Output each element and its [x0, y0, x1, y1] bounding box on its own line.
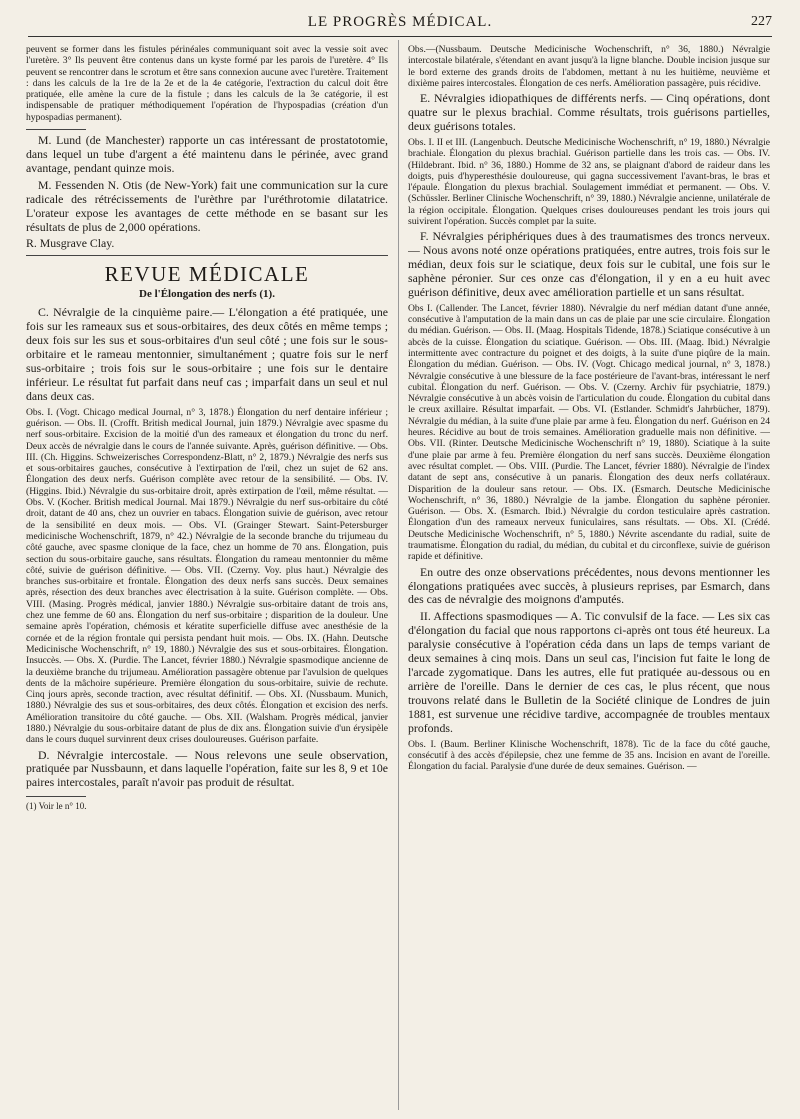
d-paragraph: D. Névralgie intercostale. — Nous relevons une seule observation, pratiquée par Nussbaunn, et dans laquelle l'opération, faite sur les 8, 9 et 10e paires intercostales, paraît n'avoir pas produit de résultat.	[26, 747, 388, 790]
page-number: 227	[751, 14, 772, 29]
section-title: REVUE MÉDICALE	[104, 262, 310, 287]
ii-observations: Obs. I. (Baum. Berliner Klinische Wochenschrift, 1878). Tic de la face du côté gauche, consécutif à des accès d'épilepsie, chez une femme de 35 ans. Incision en avant de l'oreille. Élongation du facial. Paralysie d'une durée de deux semaines. Guérison. —	[408, 738, 770, 773]
journal-title: LE PROGRÈS MÉDICAL.	[307, 14, 493, 30]
separator	[26, 129, 86, 130]
left-column	[26, 44, 388, 1094]
right-column	[408, 44, 770, 1114]
page-header	[28, 10, 772, 37]
otis-paragraph: M. Fessenden N. Otis (de New-York) fait une communication sur la cure radicale des rétrécissements de l'urèthre par l'uréthrotomie dilatatrice. L'orateur expose les avantages de cette méthode en se basant sur les résultats de plus de 2,000 opérations.	[26, 177, 388, 234]
footnote: (1) Voir le n° 10.	[26, 801, 87, 812]
esmarch-paragraph: En outre des onze observations précédentes, nous devons mentionner les élongations pratiquées avec succès, à plusieurs reprises, par Esmarch, dans des cas de névralgie des moignons d'amputés.	[408, 564, 770, 607]
e-paragraph: E. Névralgies idiopathiques de différents nerfs. — Cinq opérations, dont quatre sur le plexus brachial. Comme résultats, trois guérisons partielles, deux guérisons totales.	[408, 91, 770, 133]
section-subtitle: De l'Élongation des nerfs (1).	[139, 288, 275, 301]
footnote-rule	[26, 796, 86, 797]
e-observations: Obs. I. II et III. (Langenbuch. Deutsche Medicinische Wochenschrift, n° 19, 1880.) Névralgie brachiale. Élongation du plexus brachial. Guérison partielle dans les trois cas. — Obs. IV. (Hildebrant. Ibid. n° 36, 1880.) Homme de 32 ans, se plaignant d'abord de raideur dans les doigts, puis d'hyperesthésie douloureuse, qui gagna successivement l'avant-bras, le bras et l'épaule. Élongation du plexus brachial. Soulagement immédiat et permanent. — Obs. V. (Schüssler. Berliner Clinische Wochenschrift, n° 39, 1880.) Névralgie ancienne, unilatérale de la région occipitale. Élongation. Quelques crises douloureuses pendant les trois jours qui suivirent l'opération. Succès complet par la suite.	[408, 136, 770, 227]
column-divider	[398, 40, 399, 1110]
author-signature: R. Musgrave Clay.	[26, 236, 115, 251]
c-observations: Obs. I. (Vogt. Chicago medical Journal, n° 3, 1878.) Élongation du nerf dentaire inférieur ; guérison. — Obs. II. (Crofft. British medical Journal, juin 1879.) Névralgie avec spasme du nerf sous-orbitaire. Excision de la moitié d'un des rameaux et élongation du tronc du nerf. Deux accès de névralgie dans le cours de l'année suivante. Après, guérison définitive. — Obs. III. (Ch. Higgins. Schweizerisches Correspondenz-Blatt, n° 2, 1879.) Névralgie des nerfs sus et sous-orbitaires gauches, consécutive à l'extirpation de l'œil, chez un sujet de 62 ans. Élongation des deux nerfs. Guérison complète avec retour de la sensibilité. — Obs. IV. (Higgins. Ibid.) Névralgie du sus-orbitaire droit, après extirpation de l'œil, même résultat. — Obs. V. (Kocher. British medical Journal. Mai 1879.) Névralgie du nerf sus-orbitaire du côté droit, datant de 40 ans, chez un ouvrier en tabacs. Élongation suivie de guérison, avec retour de la sensibilité en deux mois. — Obs. VI. (Grainger Stewart. Saint-Petersburger medicinische Wochenschrift, 1879, n° 42.) Névralgie de la seconde branche du trijumeau du côté gauche, avec spasme clonique de la face, chez un homme de 70 ans. Élongation, puis section du sous-orbitaire gauche, sans résultats. Élongation du rameau mentonnier du même côté, suivie de guérison définitive. — Obs. VII. (Czerny. Voy. plus haut.) Névralgie des branches sus-orbitaire et frontale. Élongation des deux nerfs sans succès. Deux semaines après, résection des deux branches avec électrisation à la suite. Guérison complète. — Obs. VIII. (Masing. Progrès médical, janvier 1880.) Névralgie sus-orbitaire datant de trois ans, chez une femme de 60 ans. Élongation du nerf sus-orbitaire ; disparition de la douleur. Une semaine après l'opération, chémosis et kératite superficielle diffuse avec anesthésie de la cornée et de la région frontale qui persista pendant huit mois. — Obs. IX. (Hahn. Deutsche Medicinische Wochenschrift, n° 19, 1880.) Névralgie des sus et sous-orbitaires. Élongation. Insuccès. — Obs. X. (Purdie. The Lancet, février 1880.) Névralgie spasmodique ancienne de la deuxième branche du trijumeau. Amélioration passagère obtenue par l'avulsion de quelques dents de la mâchoire supérieure. Première élongation du sous-orbitaire, suivie de rechute. Cinq jours après, seconde traction, avec résultat définitif. — Obs. XI. (Nussbaum. Munich, 1880.) Névralgie des sus et sous-orbitaires, des deux côtés. Élongation et excision des nerfs. Amélioration transitoire du côté gauche. — Obs. XII. (Walsham. Progrès médical, janvier 1880.) Névralgie du sous-orbitaire datant de plus de dix ans. Élongation suivie d'un érysipèle dans le cours duquel survinrent deux crises douloureuses. Guérison parfaite.	[26, 406, 388, 746]
intro-paragraph: peuvent se former dans les fistules périnéales communiquant soit avec la vessie soit avec l'uretère. 3° Ils peuvent être contenus dans un kyste formé par les parois de l'uretère. 4° Ils peuvent se rencontrer dans le scrotum et être sans connexion aucune avec l'uretère. Traitement : dans les calculs de la 1re de la 2e et de la 4e catégorie, l'extraction du calcul doit être pratiquée, elle amène la cure de la fistule ; dans les calculs de la 3e catégorie, il est indispensable de pratiquer méthodiquement l'opération de l'hypospadias (création d'un hypospadias permanent).	[26, 44, 388, 123]
separator	[26, 255, 388, 256]
f-paragraph: F. Névralgies périphériques dues à des traumatismes des troncs nerveux. — Nous avons noté onze opérations pratiquées, entre autres, trois fois sur le médian, deux fois sur le sciatique, deux fois sur le cubital, une fois sur le saphène péronier. Sur ces onze cas d'élongation, il y en a eu huit avec guérison définitive, deux avec amélioration partielle et un sans résultat.	[408, 229, 770, 299]
d-observation: Obs.—(Nussbaum. Deutsche Medicinische Wochenschrift, n° 36, 1880.) Névralgie intercostale bilatérale, s'étendant en avant jusqu'à la ligne blanche. Double incision jusque sur le bord externe des grands droits de l'abdomen, mettant à nu les huitième, neuvième et dixième paires intercostales. Élongation de ces nerfs. Amélioration passagère, puis récidive.	[408, 44, 770, 89]
c-paragraph: C. Névralgie de la cinquième paire.— L'élongation a été pratiquée, une fois sur les rameaux sus et sous-orbitaires, des deux côtés en même temps ; deux fois sur les sus et sous-orbitaires d'un seul côté ; une fois sur le sous-orbitaire et le rameau mentonnier, simultanément ; quatre fois sur le nerf sus-orbitaire ; trois fois sur le sous-orbitaire ; une fois sur le dentaire inférieur. Le résultat fut parfait dans neuf cas ; imparfait dans un seul et nul dans deux cas.	[26, 305, 388, 403]
lund-paragraph: M. Lund (de Manchester) rapporte un cas intéressant de prostatotomie, dans lequel un tube d'argent a été maintenu dans le périnée, avec grand avantage, pendant quinze mois.	[26, 133, 388, 175]
f-observations: Obs I. (Callender. The Lancet, février 1880). Névralgie du nerf médian datant d'une année, consécutive à l'amputation de la main dans un cas de plaie par une scie circulaire. Élongation du médian. Guérison. — Obs. II. (Maag. Hospitals Tidende, 1878.) Sciatique consécutive à un abcès de la cuisse. Élongation du sciatique. Guérison. — Obs. III. (Maag. Ibid.) Névralgie intermittente avec contracture du poignet et des doigts, à la suite d'une piqûre de la main. Élongation du médian. Guérison. — Obs. IV. (Vogt. Chicago medical journal, n° 3, 1878.) Névralgie consécutive à une blessure de la face postérieure de l'avant-bras, intéressant le nerf cubital. Élongation du nerf. Guérison. — Obs. V. (Czerny. Archiv für psychiatrie, 1879.) Névralgie consécutive à un abcès voisin de l'articulation du coude. Élongation du cubital dans le creux axillaire. Résultat imparfait. — Obs. VI. (Estlander. Schmidt's Jahrbücher, 1879). Névralgie du médian, à la suite d'une plaie par arme à feu. Élongation du nerf. Guérison en 24 heures. Récidive au bout de trois semaines. Amélioration graduelle mais non définitive. — Obs. VII. (Rinter. Deutsche Medicinische Wochenschrift n° 19, 1880). Sciatique à la suite d'une plaie par arme à feu. Première élongation du nerf sans succès. Deuxième élongation avec résultat complet. — Obs. VIII. (Purdie. The Lancet, février 1880). Névralgie de l'index datant de sept ans, consécutive à un panaris. Élongation des deux nerfs collatéraux. Disparition de la douleur sans retour. — Obs. IX. (Esmarch. Deutsche Medicinische Wochenschrift, n° 36, 1880.) Névralgie de la jambe. Élongation du saphène péronier. Guérison. — Obs. X. (Esmarch. Ibid.) Névralgie du cordon testiculaire après castration. Élongation d'un des rameaux nerveux funiculaires, sans résultats. — Obs. XI. (Crédé. Deutsche Medicinische Wochenschrift, n° 5, 1880.) Névrite ascendante du radial, suite de traumatisme. Élongation du radial, du médian, du cubital et du circonflexe, suivie de guérison rapide et définitive.	[408, 302, 770, 563]
ii-paragraph: II. Affections spasmodiques — A. Tic convulsif de la face. — Les six cas d'élongation du facial que nous rapportons ci-après ont tous été heureux. La paralysie consécutive à l'opération céda dans un laps de temps variant de deux semaines à cinq mois. Dans un seul cas, l'incision fut faite le long de l'arcade zygomatique. Dans les autres, elle fut pratiquée au-dessous ou en arrière de l'oreille. Dans le dernier de ces cas, le plus récent, que nous trouvons relaté dans le Bulletin de la Société clinique de Londres de juin 1881, est survenue une récidive tardive, accompagnée de troubles mentaux profonds.	[408, 609, 770, 735]
